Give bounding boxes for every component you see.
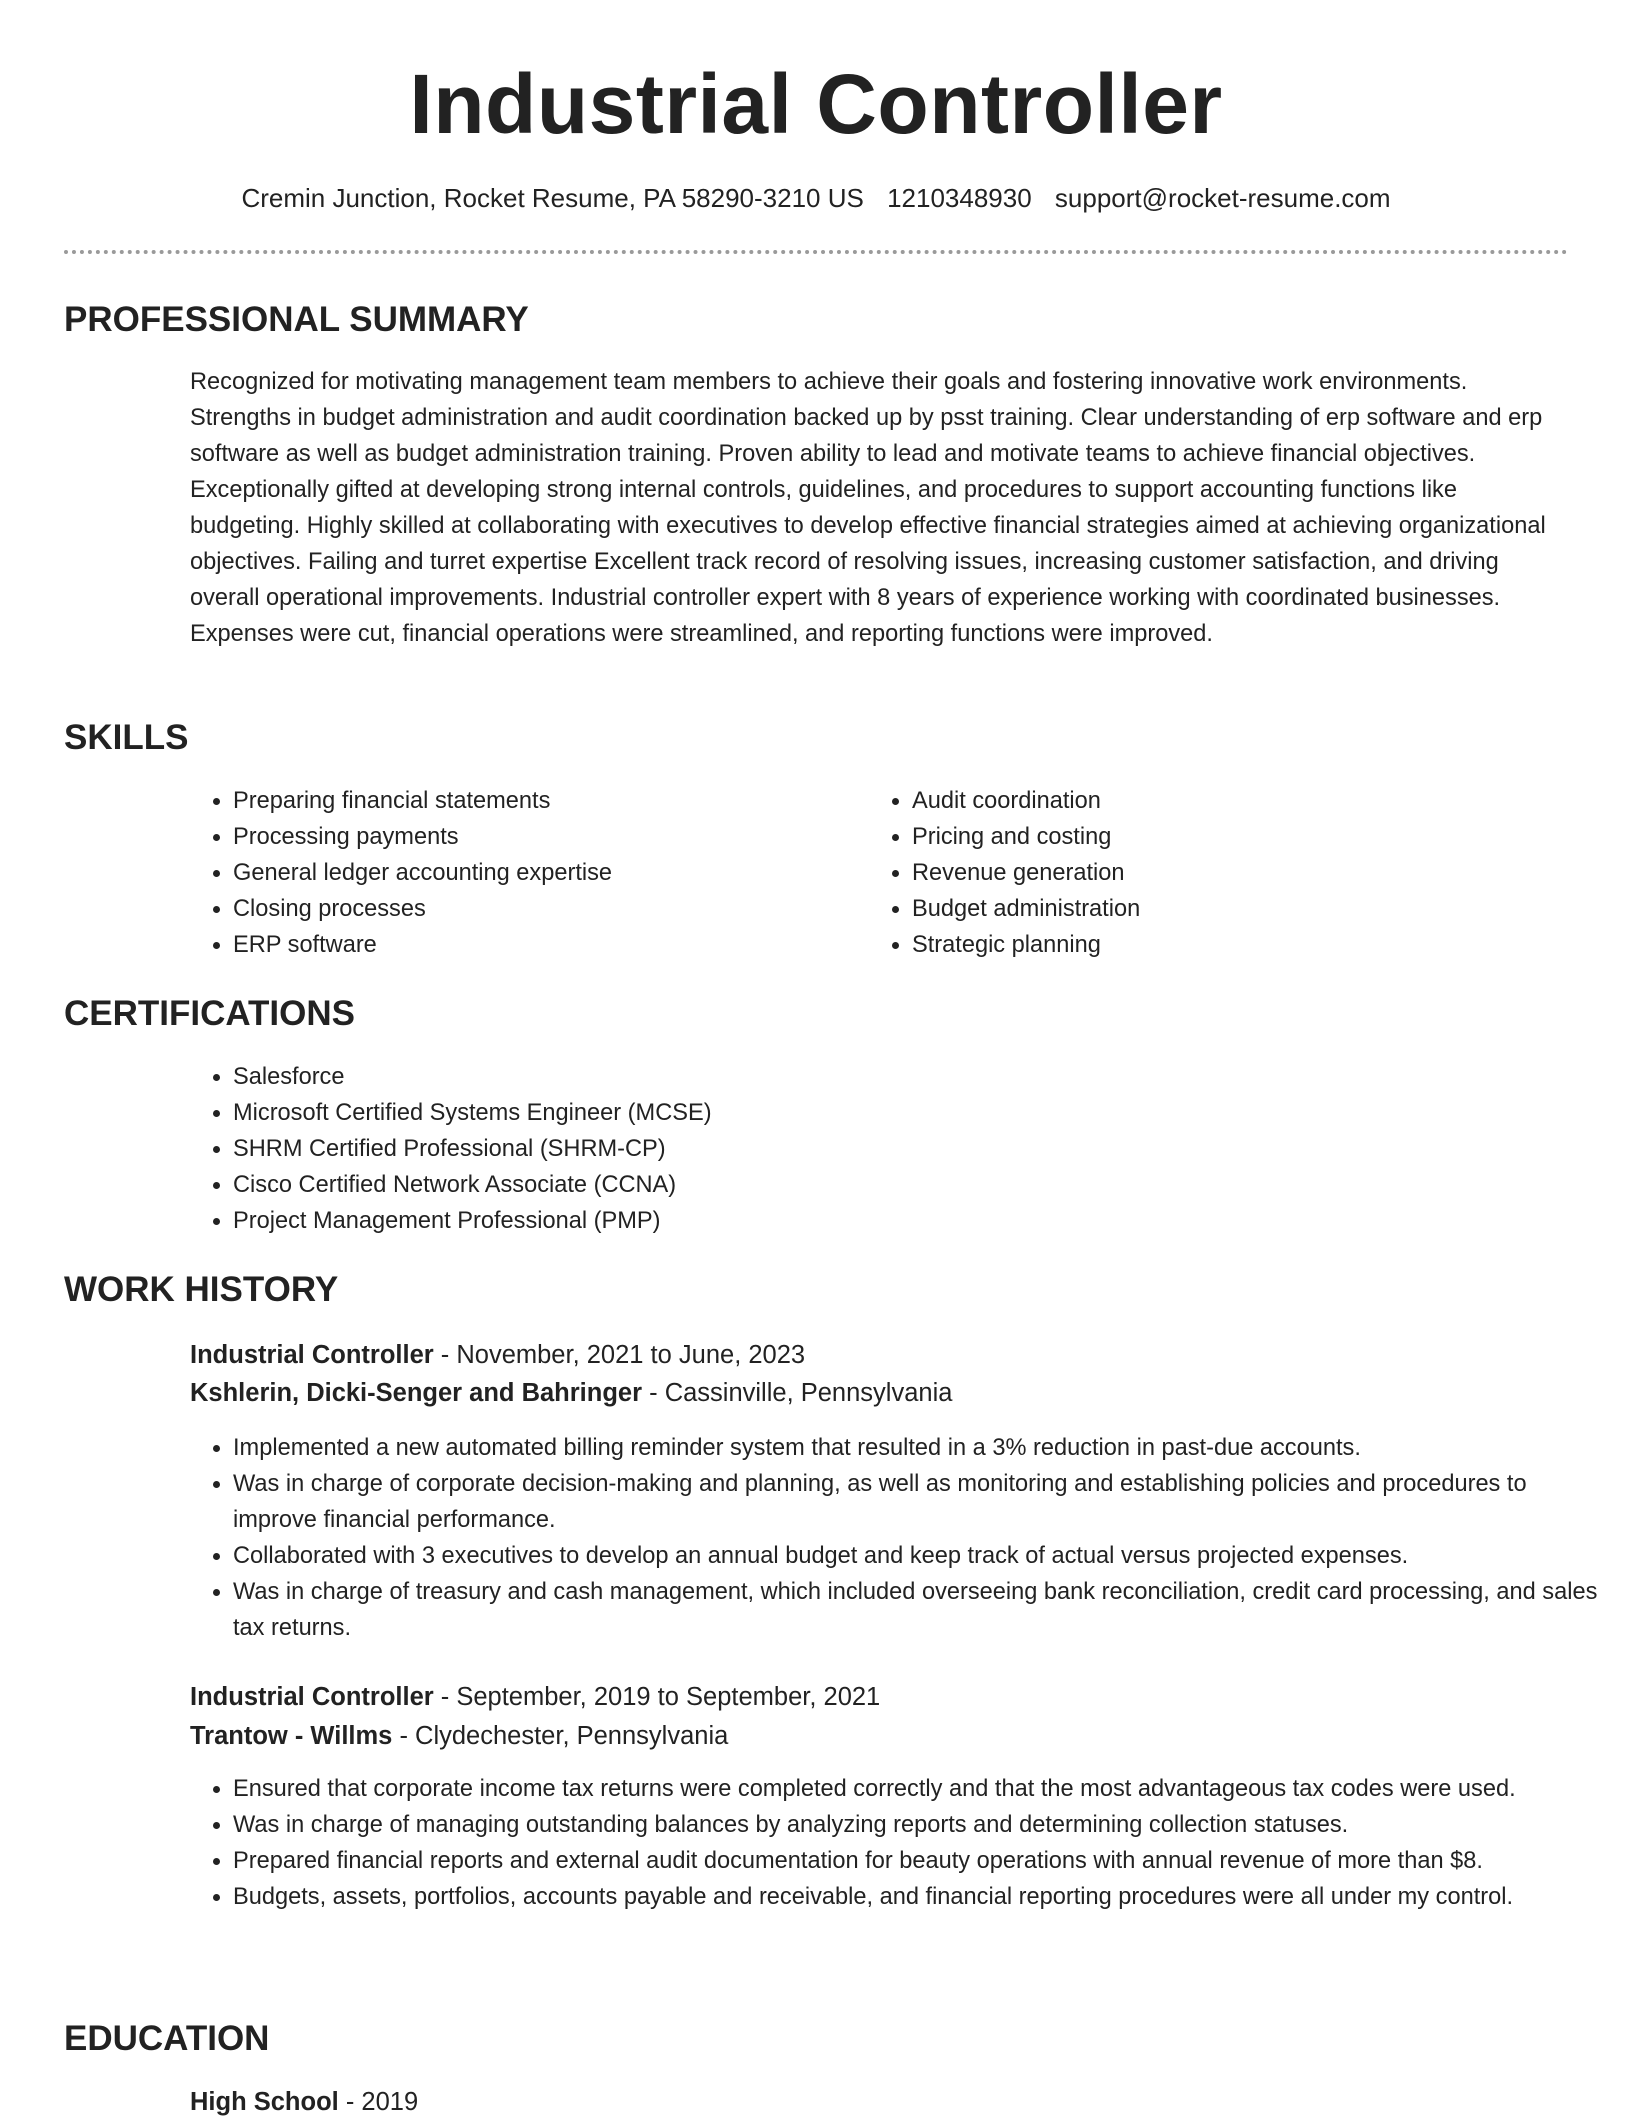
list-item: • General ledger accounting expertise — [233, 855, 612, 891]
list-item: • Audit coordination — [912, 783, 1140, 819]
certifications-heading: CERTIFICATIONS — [64, 994, 356, 1033]
contact-phone: 1210348930 — [887, 183, 1032, 213]
certifications-list — [190, 1059, 712, 1239]
header-divider — [64, 250, 1568, 254]
job-2-title-line — [190, 1679, 880, 1715]
education-heading: EDUCATION — [64, 2019, 270, 2058]
job-2-company-line — [190, 1718, 728, 1754]
job-dates: - September, 2019 to September, 2021 — [433, 1683, 881, 1711]
list-item: • ERP software — [233, 927, 612, 963]
list-item: • Preparing financial statements — [233, 783, 612, 819]
list-item: • Revenue generation — [912, 855, 1140, 891]
job-title: Industrial Controller — [190, 1341, 434, 1369]
contact-line — [0, 180, 1632, 216]
job-1-bullets — [190, 1430, 1608, 1646]
job-1-title-line — [190, 1337, 805, 1373]
job-company: Trantow - Willms — [190, 1722, 393, 1750]
list-item: • Strategic planning — [912, 927, 1140, 963]
list-item: • Pricing and costing — [912, 819, 1140, 855]
job-title: Industrial Controller — [190, 1683, 434, 1711]
list-item: • Closing processes — [233, 891, 612, 927]
contact-email[interactable]: support@rocket-resume.com — [1054, 183, 1391, 213]
education-line — [190, 2084, 418, 2120]
list-item: • Was in charge of corporate decision-making and planning, as well as monitoring and establishing policies and procedures to improve financial performance. — [233, 1466, 1608, 1538]
list-item: • Microsoft Certified Systems Engineer (MCSE) — [233, 1095, 712, 1131]
job-location: - Cassinville, Pennsylvania — [642, 1379, 953, 1407]
list-item: • Salesforce — [233, 1059, 712, 1095]
work-heading: WORK HISTORY — [64, 1270, 339, 1309]
skills-list-right — [869, 783, 1140, 963]
list-item: • Ensured that corporate income tax returns were completed correctly and that the most advantageous tax codes were used. — [233, 1771, 1608, 1807]
list-item: • SHRM Certified Professional (SHRM-CP) — [233, 1131, 712, 1167]
skills-heading: SKILLS — [64, 718, 189, 757]
job-dates: - November, 2021 to June, 2023 — [433, 1341, 806, 1369]
candidate-name: Industrial Controller — [409, 57, 1223, 151]
list-item: • Project Management Professional (PMP) — [233, 1203, 712, 1239]
list-item: • Cisco Certified Network Associate (CCNA) — [233, 1167, 712, 1203]
job-location: - Clydechester, Pennsylvania — [392, 1722, 729, 1750]
education-year: - 2019 — [338, 2088, 419, 2116]
summary-text: Recognized for motivating management team members to achieve their goals and fostering innovative work environments. Strengths in budget administration and audit coordination backed up by psst training. Clear understanding of erp software and erp software as well as budget administration training. Proven ability to lead and motivate teams to achieve financial objectives. Exceptionally gifted at developing strong internal controls, guidelines, and procedures to support accounting functions like budgeting. Highly skilled at collaborating with executives to develop effective financial strategies aimed at achieving organizational objectives. Failing and turret expertise Excellent track record of resolving issues, increasing customer satisfaction, and driving overall operational improvements. Industrial controller expert with 8 years of experience working with coordinated businesses. Expenses were cut, financial operations were streamlined, and reporting functions were improved. — [190, 369, 1546, 647]
job-2-bullets — [190, 1771, 1608, 1915]
list-item: • Was in charge of managing outstanding balances by analyzing reports and determining collection statuses. — [233, 1807, 1608, 1843]
list-item: • Implemented a new automated billing reminder system that resulted in a 3% reduction in past-due accounts. — [233, 1430, 1608, 1466]
list-item: • Collaborated with 3 executives to develop an annual budget and keep track of actual versus projected expenses. — [233, 1538, 1608, 1574]
contact-address: Cremin Junction, Rocket Resume, PA 58290-3210 US — [241, 183, 864, 213]
list-item: • Prepared financial reports and external audit documentation for beauty operations with annual revenue of more than $8. — [233, 1843, 1608, 1879]
list-item: • Budget administration — [912, 891, 1140, 927]
list-item: • Was in charge of treasury and cash management, which included overseeing bank reconciliation, credit card processing, and sales tax returns. — [233, 1574, 1608, 1646]
list-item: • Budgets, assets, portfolios, accounts payable and receivable, and financial reporting procedures were all under my control. — [233, 1879, 1608, 1915]
education-degree: High School — [190, 2088, 339, 2116]
job-company: Kshlerin, Dicki-Senger and Bahringer — [190, 1379, 643, 1407]
summary-heading: PROFESSIONAL SUMMARY — [64, 300, 529, 339]
skills-list-left — [190, 783, 612, 963]
list-item: • Processing payments — [233, 819, 612, 855]
job-1-company-line — [190, 1375, 952, 1411]
